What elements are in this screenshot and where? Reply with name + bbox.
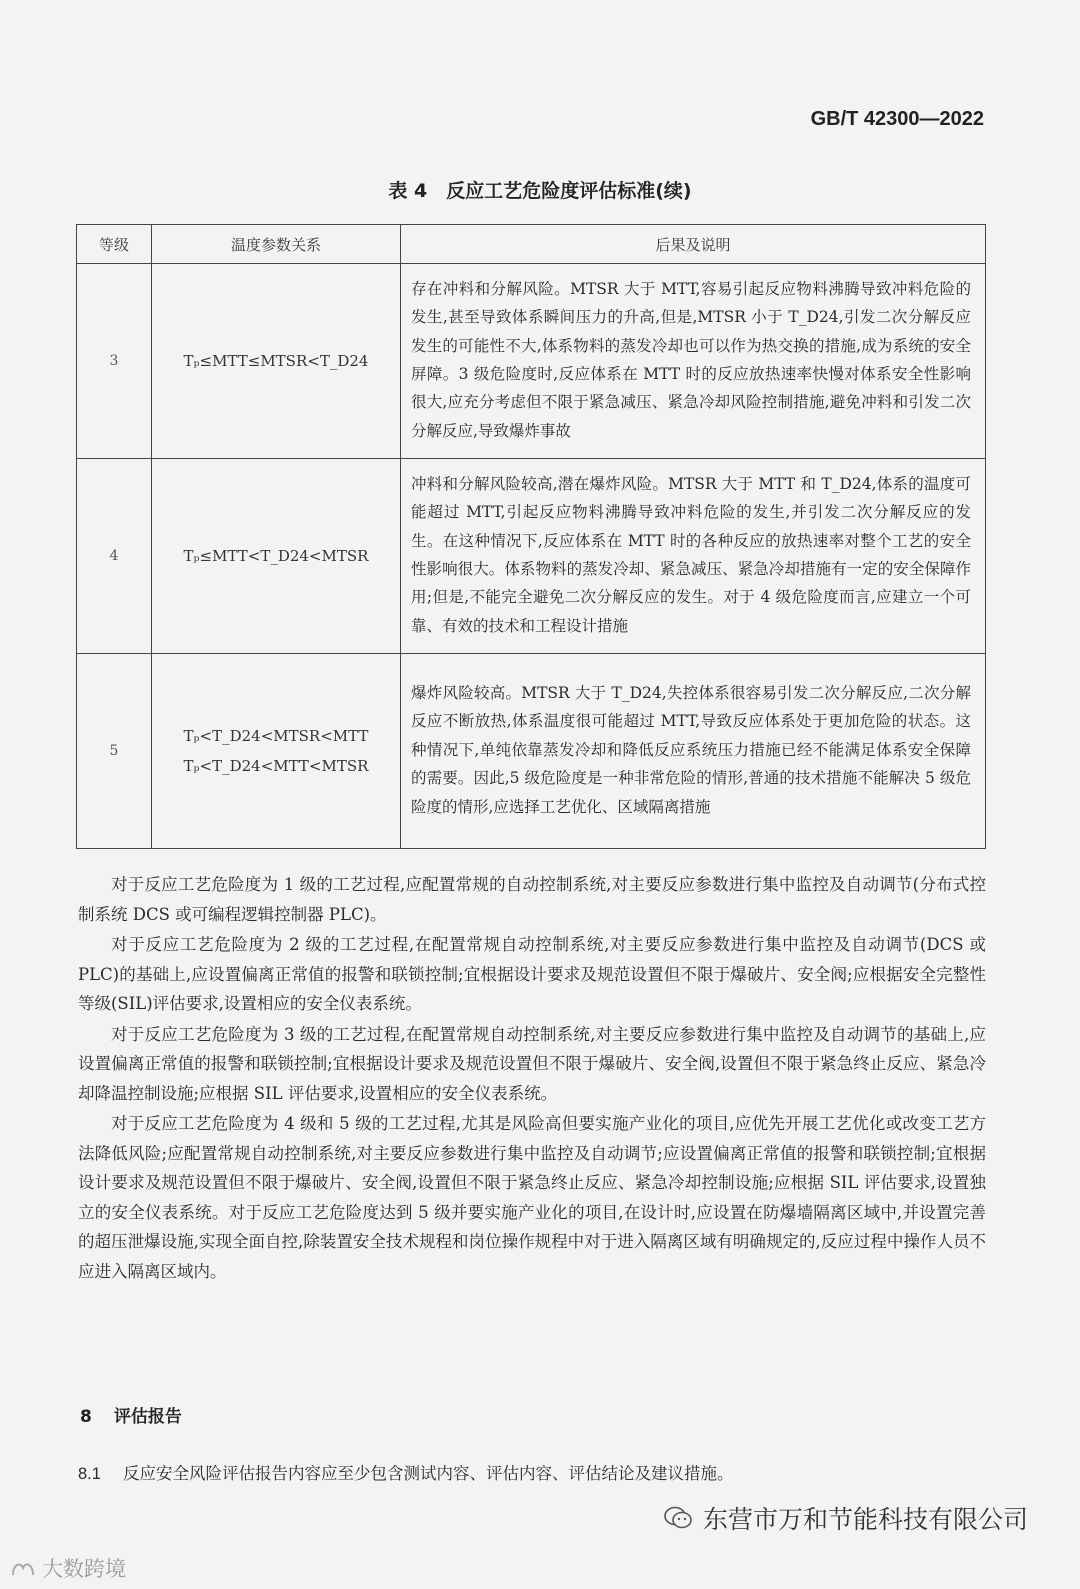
section-number: 8: [80, 1407, 92, 1427]
table-row: [77, 264, 986, 459]
paragraph: 对于反应工艺危险度为 2 级的工艺过程,在配置常规自动控制系统,对主要反应参数进行集中监控及自动调节(DCS 或 PLC)的基础上,应设置偏离正常值的报警和联锁控制;宜根据设计要求及规范设置但不限于爆破片、安全阀;应根据安全完整性等级(SIL)评估要求,设置相应的安全仪表系统。: [78, 935, 986, 1013]
paragraph: 对于反应工艺危险度为 4 级和 5 级的工艺过程,尤其是风险高但要实施产业化的项目,应优先开展工艺优化或改变工艺方法降低风险;应配置常规自动控制系统,对主要反应参数进行集中监控及自动调节;应设置偏离正常值的报警和联锁控制;宜根据设计要求及规范设置但不限于爆破片、安全阀,设置但不限于紧急终止反应、紧急冷却控制设施;应根据 SIL 评估要求,设置独立的安全仪表系统。对于反应工艺危险度达到 5 级并要实施产业化的项目,在设计时,应设置在防爆墙隔离区域中,并设置完善的超压泄爆设施,实现全面自控,除装置安全技术规程和岗位操作规程中对于进入隔离区域有明确规定的,反应过程中操作人员不应进入隔离区域内。: [78, 1114, 986, 1281]
row-level: 5: [77, 654, 152, 849]
table-header-row: [77, 225, 986, 264]
temp-relation: Tₚ≤MTT≤MTSR<T_D24: [183, 352, 369, 370]
temp-relation: Tₚ<T_D24<MTT<MTSR: [183, 757, 369, 775]
col-header-temp: 温度参数关系: [152, 225, 401, 264]
clause-number: 8.1: [78, 1465, 101, 1483]
table-caption: 表 4 反应工艺危险度评估标准(续): [388, 180, 692, 202]
source-name: 大数跨境: [42, 1557, 126, 1581]
col-header-level: 等级: [77, 225, 152, 264]
row-temp: [152, 459, 401, 654]
company-watermark: [663, 1500, 1028, 1536]
standard-code: GB/T 42300—2022: [810, 108, 984, 130]
paragraph: 对于反应工艺危险度为 3 级的工艺过程,在配置常规自动控制系统,对主要反应参数进行集中监控及自动调节的基础上,应设置偏离正常值的报警和联锁控制;宜根据设计要求及规范设置但不限于爆破片、安全阀,设置但不限于紧急终止反应、紧急冷却降温控制设施;应根据 SIL 评估要求,设置相应的安全仪表系统。: [78, 1024, 986, 1103]
clause: [78, 1460, 733, 1484]
paragraph: 对于反应工艺危险度为 1 级的工艺过程,应配置常规的自动控制系统,对主要反应参数进行集中监控及自动调节(分布式控制系统 DCS 或可编程逻辑控制器 PLC)。: [78, 875, 986, 924]
body-text: [78, 870, 986, 1287]
row-desc: 爆炸风险较高。MTSR 大于 T_D24,失控体系很容易引发二次分解反应,二次分解反应不断放热,体系温度很可能超过 MTT,导致反应体系处于更加危险的状态。这种情况下,单纯依靠蒸发冷却和降低反应系统压力措施已经不能满足体系安全保障的需要。因此,5 级危险度是一种非常危险的情形,普通的技术措施不能解决 5 级危险度的情形,应选择工艺优化、区域隔离措施: [401, 654, 986, 849]
section-heading: [80, 1402, 204, 1427]
table-row: [77, 654, 986, 849]
temp-relation: Tₚ≤MTT<T_D24<MTSR: [183, 547, 369, 565]
company-name: 东营市万和节能科技有限公司: [702, 1505, 1028, 1534]
wechat-icon: [663, 1505, 693, 1531]
row-temp: [152, 654, 401, 849]
brand-logo-icon: [10, 1557, 36, 1579]
row-temp: [152, 264, 401, 459]
clause-text: 反应安全风险评估报告内容应至少包含测试内容、评估内容、评估结论及建议措施。: [122, 1464, 734, 1483]
row-level: 4: [77, 459, 152, 654]
temp-relation: Tₚ<T_D24<MTSR<MTT: [183, 727, 369, 745]
row-desc: 存在冲料和分解风险。MTSR 大于 MTT,容易引起反应物料沸腾导致冲料危险的发生,甚至导致体系瞬间压力的升高,但是,MTSR 小于 T_D24,引发二次分解反应发生的可能性不大,体系物料的蒸发冷却也可以作为热交换的措施,成为系统的安全屏障。3 级危险度时,反应体系在 MTT 时的反应放热速率快慢对体系安全性影响很大,应充分考虑但不限于紧急减压、紧急冷却风险控制措施,避免冲料和引发二次分解反应,导致爆炸事故: [401, 264, 986, 459]
table-row: [77, 459, 986, 654]
section-title-text: 评估报告: [113, 1407, 182, 1427]
source-watermark: [10, 1553, 126, 1583]
row-level: 3: [77, 264, 152, 459]
hazard-table: [76, 224, 986, 849]
col-header-desc: 后果及说明: [401, 225, 986, 264]
row-desc: 冲料和分解风险较高,潜在爆炸风险。MTSR 大于 MTT 和 T_D24,体系的温度可能超过 MTT,引起反应物料沸腾导致冲料危险的发生,并引发二次分解反应的发生。在这种情况下,反应体系在 MTT 时的各种反应的放热速率对整个工艺的安全性影响很大。体系物料的蒸发冷却、紧急减压、紧急冷却措施有一定的安全保障作用;但是,不能完全避免二次分解反应的发生。对于 4 级危险度而言,应建立一个可靠、有效的技术和工程设计措施: [401, 459, 986, 654]
